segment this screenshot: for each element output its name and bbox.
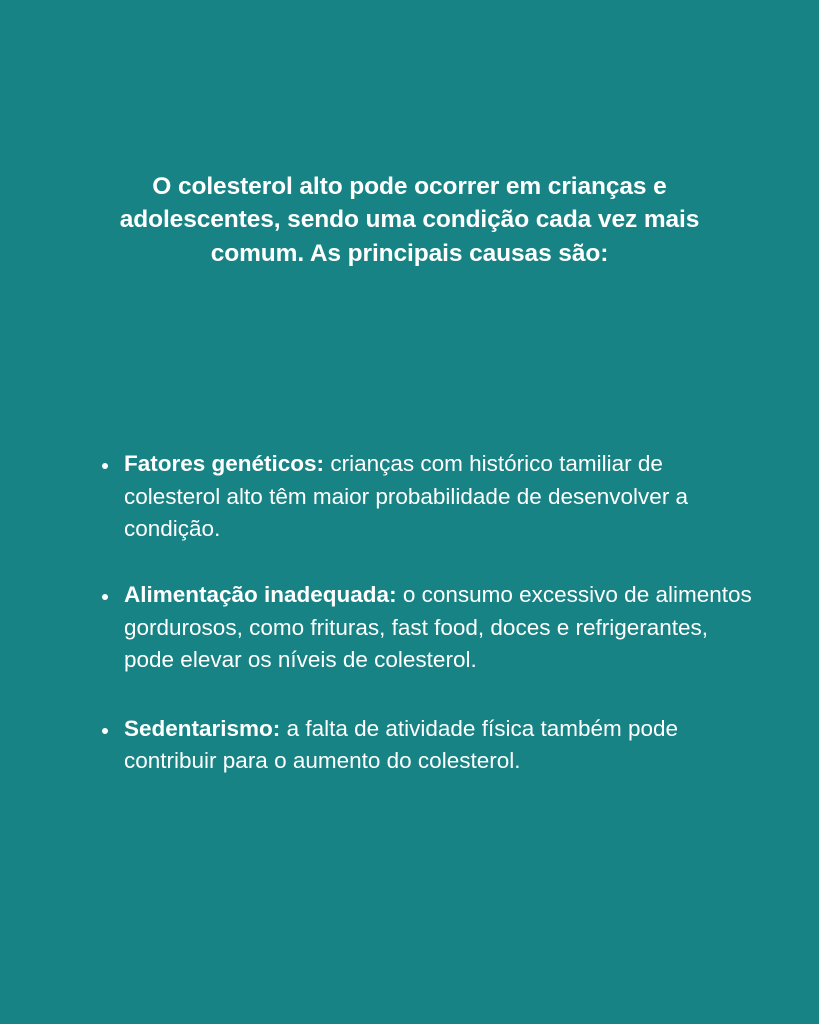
cause-description: o consumo excessivo de alimentos gordurosos, como frituras, fast food, doces e refrigerantes, pode elevar os níveis de colesterol.: [124, 581, 752, 673]
intro-text: O colesterol alto pode ocorrer em crianças e adolescentes, sendo uma condição cada vez mais comum. As principais causas são:: [119, 173, 700, 267]
cause-title: Fatores genéticos:: [124, 451, 325, 476]
cause-title: Sedentarismo:: [124, 715, 281, 741]
cause-title: Alimentação inadequada:: [124, 581, 397, 607]
bullet-dot-icon: [102, 728, 108, 734]
cause-item-genetic: [100, 448, 760, 546]
bullet-dot-icon: [102, 463, 108, 469]
causes-list: [100, 448, 760, 811]
cause-item-sedentarism: [100, 713, 760, 778]
bullet-dot-icon: [102, 594, 108, 600]
cause-item-diet: [100, 579, 760, 677]
cause-description: a falta de atividade física também pode contribuir para o aumento do colesterol.: [124, 715, 679, 774]
cause-description: crianças com histórico tamiliar de colesterol alto têm maior probabilidade de desenvolver a condição.: [124, 451, 689, 542]
